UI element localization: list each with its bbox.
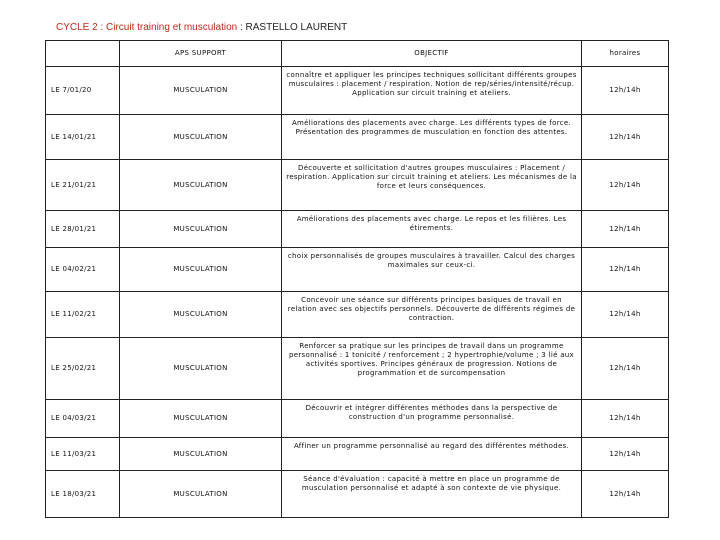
header-date	[46, 41, 120, 67]
table-row	[46, 248, 669, 292]
table-row	[46, 338, 669, 400]
cell-date: LE 14/01/21	[46, 115, 120, 160]
cell-aps: MUSCULATION	[120, 292, 282, 338]
cell-horaire: 12h/14h	[582, 115, 669, 160]
cell-objectif: Améliorations des placements avec charge. Le repos et les filières. Les étirements.	[282, 211, 582, 248]
cell-horaire: 12h/14h	[582, 292, 669, 338]
cell-date: LE 7/01/20	[46, 67, 120, 115]
cell-date: LE 04/02/21	[46, 248, 120, 292]
cell-date: LE 28/01/21	[46, 211, 120, 248]
table-row	[46, 292, 669, 338]
cell-date: LE 11/02/21	[46, 292, 120, 338]
cell-horaire: 12h/14h	[582, 400, 669, 438]
cell-horaire: 12h/14h	[582, 338, 669, 400]
cell-objectif: Affiner un programme personnalisé au regard des différentes méthodes.	[282, 438, 582, 471]
header-horaires: horaires	[582, 41, 669, 67]
cell-aps: MUSCULATION	[120, 400, 282, 438]
cell-objectif: Découverte et sollicitation d'autres groupes musculaires : Placement / respiration. Application sur circuit training et ateliers. Les mécanismes de la force et leurs conséquences.	[282, 160, 582, 211]
cell-objectif: connaître et appliquer les principes techniques sollicitant différents groupes musculaires : placement / respiration. Notion de rep/séries/intensité/récup. Application sur circuit training et ateliers.	[282, 67, 582, 115]
header-objectif: OBJECTIF	[282, 41, 582, 67]
cell-aps: MUSCULATION	[120, 160, 282, 211]
cell-objectif: Renforcer sa pratique sur les principes de travail dans un programme personnalisé : 1 tonicité / renforcement ; 2 hypertrophie/volume ; 3 lié aux activités sportives. Principes généraux de progression. Notions de programmation et de surcompensation	[282, 338, 582, 400]
cell-horaire: 12h/14h	[582, 471, 669, 518]
cell-objectif: Concevoir une séance sur différents principes basiques de travail en relation avec ses objectifs personnels. Découverte de différents régimes de contraction.	[282, 292, 582, 338]
schedule-table	[45, 40, 669, 518]
cell-aps: MUSCULATION	[120, 438, 282, 471]
cell-horaire: 12h/14h	[582, 211, 669, 248]
cell-horaire: 12h/14h	[582, 248, 669, 292]
table-row	[46, 115, 669, 160]
cell-horaire: 12h/14h	[582, 160, 669, 211]
cell-objectif: Découvrir et intégrer différentes méthodes dans la perspective de construction d'un programme personnalisé.	[282, 400, 582, 438]
header-aps: APS SUPPORT	[120, 41, 282, 67]
cell-date: LE 21/01/21	[46, 160, 120, 211]
cell-horaire: 12h/14h	[582, 438, 669, 471]
cell-aps: MUSCULATION	[120, 67, 282, 115]
cell-aps: MUSCULATION	[120, 471, 282, 518]
title-cycle: CYCLE 2 : Circuit training et musculation	[56, 22, 238, 33]
cell-date: LE 18/03/21	[46, 471, 120, 518]
cell-aps: MUSCULATION	[120, 115, 282, 160]
cell-aps: MUSCULATION	[120, 338, 282, 400]
cell-date: LE 04/03/21	[46, 400, 120, 438]
cell-objectif: Séance d'évaluation : capacité à mettre en place un programme de musculation personnalisé et adapté à son contexte de vie physique.	[282, 471, 582, 518]
page-title	[56, 22, 347, 33]
table-row	[46, 400, 669, 438]
cell-objectif: choix personnalisés de groupes musculaires à travailler. Calcul des charges maximales sur ceux-ci.	[282, 248, 582, 292]
table-row	[46, 471, 669, 518]
title-teacher: : RASTELLO LAURENT	[237, 22, 348, 33]
cell-horaire: 12h/14h	[582, 67, 669, 115]
header-row	[46, 41, 669, 67]
cell-aps: MUSCULATION	[120, 211, 282, 248]
table-row	[46, 67, 669, 115]
cell-date: LE 11/03/21	[46, 438, 120, 471]
cell-objectif: Améliorations des placements avec charge. Les différents types de force. Présentation des programmes de musculation en fonction des attentes.	[282, 115, 582, 160]
table-row	[46, 211, 669, 248]
cell-date: LE 25/02/21	[46, 338, 120, 400]
cell-aps: MUSCULATION	[120, 248, 282, 292]
table-row	[46, 438, 669, 471]
table-row	[46, 160, 669, 211]
